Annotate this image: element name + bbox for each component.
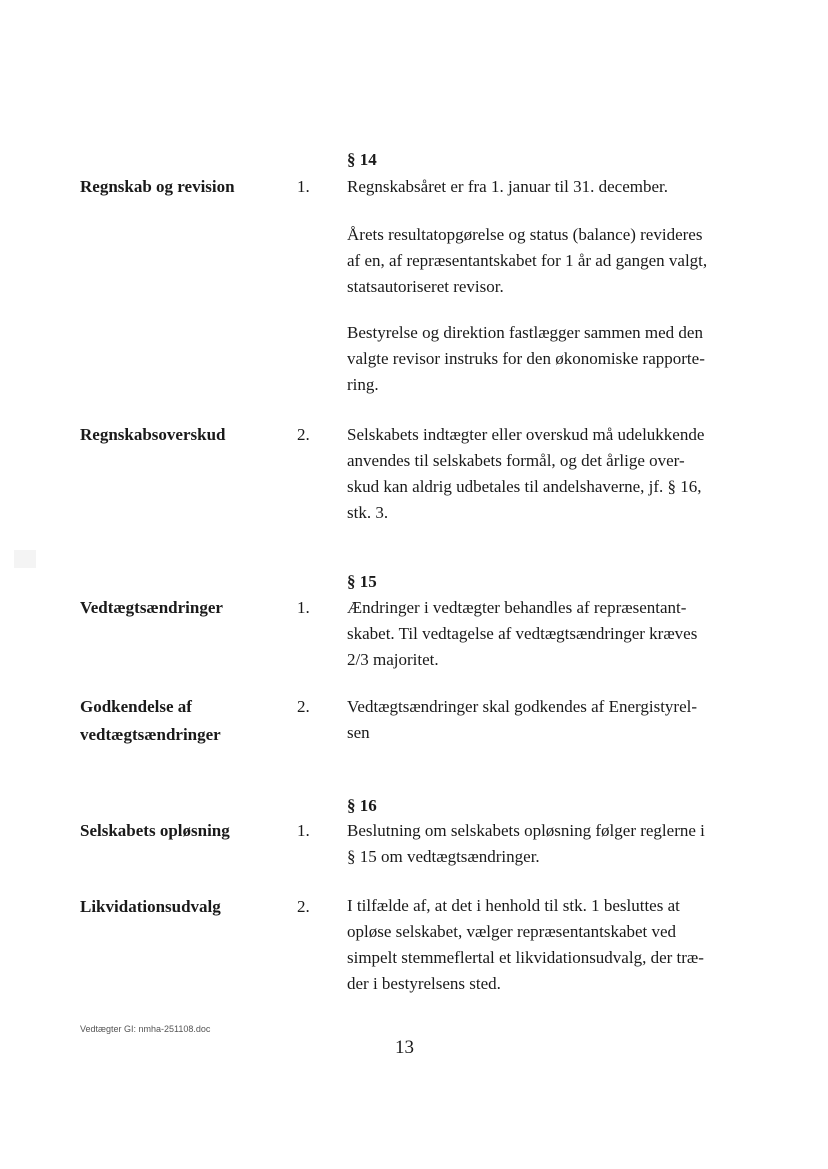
item-number: 2.: [297, 425, 310, 444]
paragraph-aendringer: Ændringer i vedtægter behandles af repræsentant- skabet. Til vedtagelse af vedtægtsændringer kræves 2/3 majoritet.: [347, 598, 698, 669]
footer-filename: Vedtægter GI: nmha-251108.doc: [80, 1024, 211, 1034]
paragraph-oplosning: Beslutning om selskabets opløsning følger reglerne i § 15 om vedtægtsændringer.: [347, 821, 705, 866]
item-number: 1.: [297, 177, 310, 196]
side-label-selskabets-oplosning: Selskabets opløsning: [80, 821, 230, 840]
side-label-vedtaegtsaendringer: Vedtægtsændringer: [80, 598, 223, 617]
side-label-likvidationsudvalg: Likvidationsudvalg: [80, 897, 221, 916]
page-number: 13: [395, 1037, 414, 1058]
paragraph-overskud: Selskabets indtægter eller overskud må udelukkende anvendes til selskabets formål, og det årlige over- skud kan aldrig udbetales til andelshaverne, jf. § 16, stk. 3.: [347, 425, 705, 522]
section-heading-15: § 15: [347, 572, 377, 591]
section-heading-16: § 16: [347, 796, 377, 815]
item-number: 2.: [297, 897, 310, 916]
side-label-regnskab-og-revision: Regnskab og revision: [80, 177, 235, 196]
scan-smudge: [14, 550, 36, 568]
paragraph-likvidation: I tilfælde af, at det i henhold til stk. 1 besluttes at opløse selskabet, vælger repræsentantskabet ved simpelt stemmeflertal et likvidationsudvalg, der træ- der i bestyrelsens sted.: [347, 896, 704, 993]
paragraph-godkendelse: Vedtægtsændringer skal godkendes af Energistyrel- sen: [347, 697, 698, 742]
item-number: 1.: [297, 598, 310, 617]
section-heading-14: § 14: [347, 150, 377, 169]
item-number: 2.: [297, 697, 310, 716]
item-number: 1.: [297, 821, 310, 840]
side-label-godkendelse: Godkendelse af vedtægtsændringer: [80, 697, 221, 744]
paragraph-revision: Årets resultatopgørelse og status (balance) revideres af en, af repræsentantskabet for 1 år ad gangen valgt, statsautoriseret revisor.: [347, 225, 708, 296]
side-label-regnskabsoverskud: Regnskabsoverskud: [80, 425, 226, 444]
paragraph-regnskabsaar: Regnskabsåret er fra 1. januar til 31. december.: [347, 177, 668, 196]
paragraph-instruks: Bestyrelse og direktion fastlægger sammen med den valgte revisor instruks for den økonomiske rapporte- ring.: [347, 323, 705, 394]
